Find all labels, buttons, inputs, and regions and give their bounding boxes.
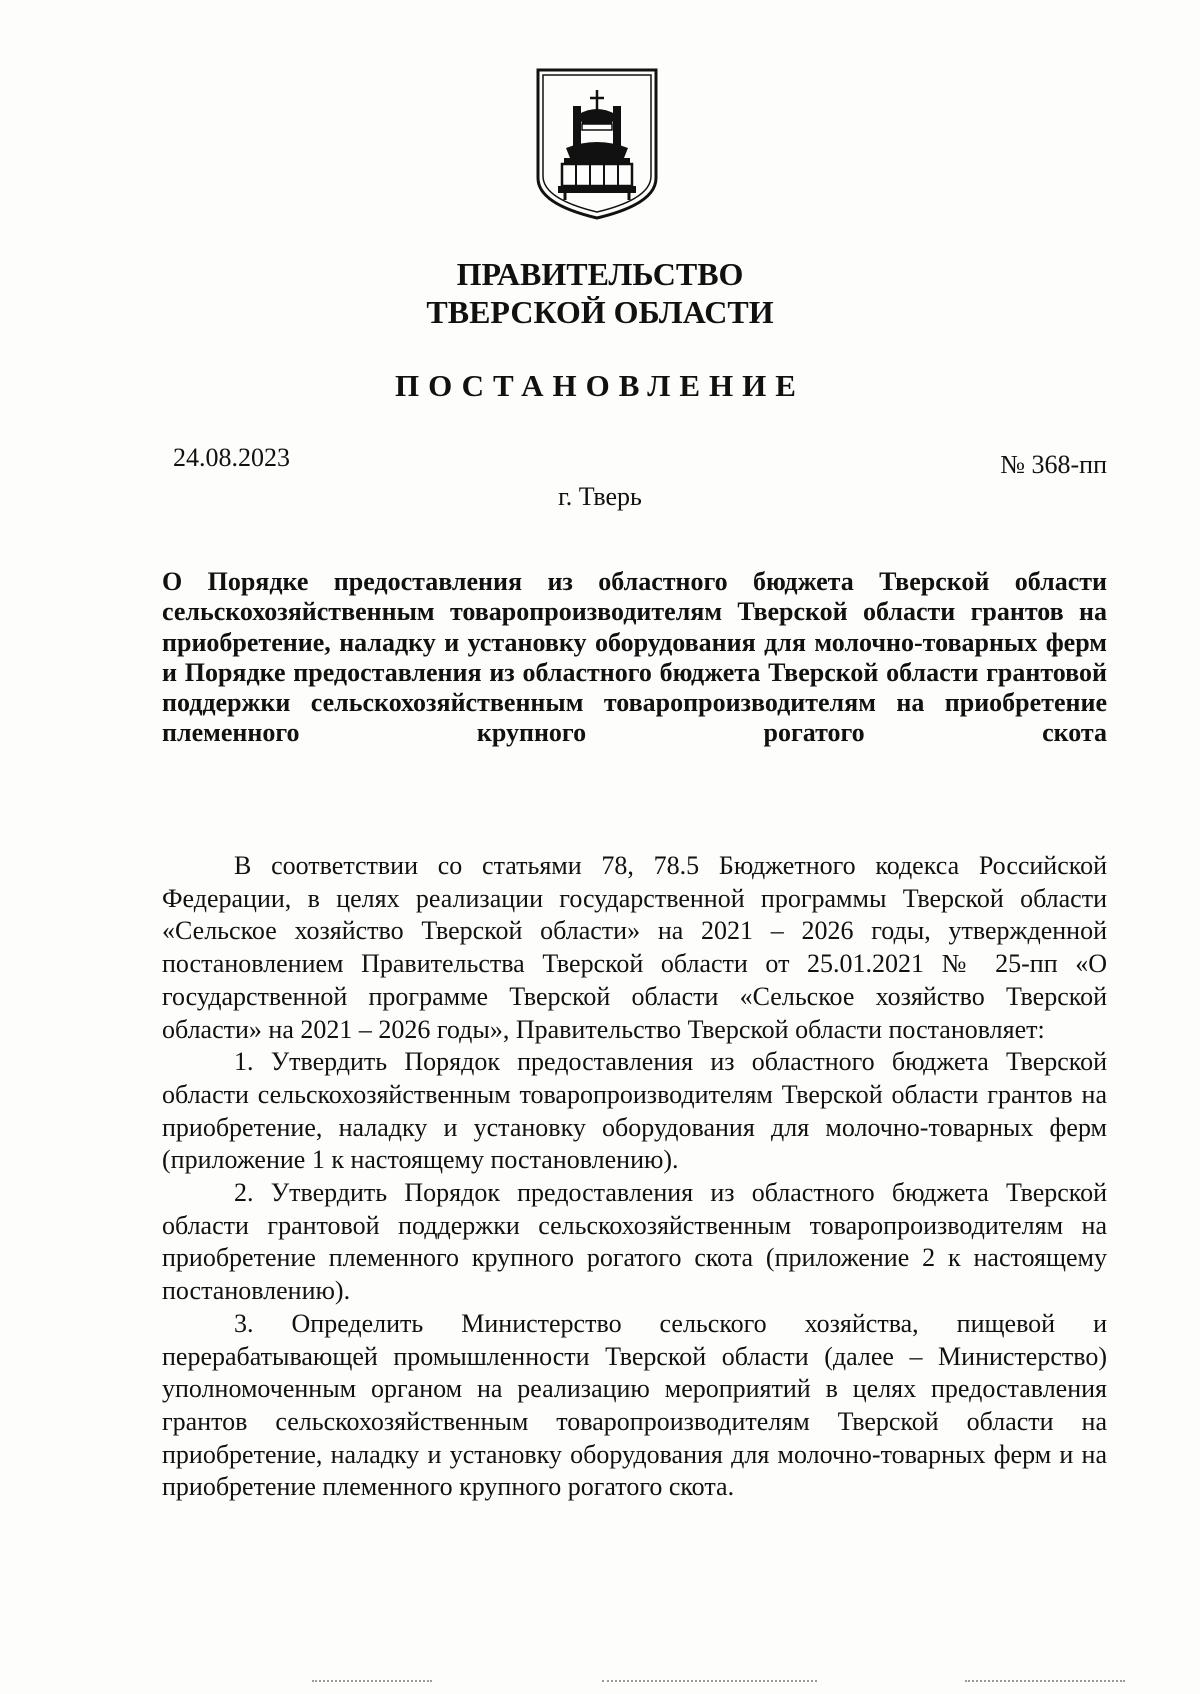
scan-artifact-dots-2 bbox=[602, 1680, 817, 1686]
document-number: № 368-пп bbox=[1000, 450, 1107, 479]
list-item-3: 3. Определить Министерство сельского хозяйства, пищевой и перерабатывающей промышленности Тверской области (далее – Министерство) уполномоченным органом на реализацию мероприятий в целях предоставления грантов сельскохозяйственным товаропроизводителям Тверской области на приобретение, наладку и установку оборудования для молочно-товарных ферм и на приобретение племенного крупного рогатого скота. bbox=[162, 1308, 1107, 1502]
document-type-heading: ПОСТАНОВЛЕНИЕ bbox=[395, 368, 805, 403]
preamble-paragraph: В соответствии со статьями 78, 78.5 Бюджетного кодекса Российской Федерации, в целях реализации государственной программы Тверской области «Сельское хозяйство Тверской области» на 2021 – 2026 годы, утвержденной постановлением Правительства Тверской области от 25.01.2021 № 25-пп «О государственной программе Тверской области «Сельское хозяйство Тверской области» на 2021 – 2026 годы», Правительство Тверской области постановляет: bbox=[162, 851, 1107, 1044]
organization-name-line2: ТВЕРСКОЙ ОБЛАСТИ bbox=[426, 294, 774, 330]
organization-name-line1: ПРАВИТЕЛЬСТВО bbox=[456, 256, 744, 292]
document-body bbox=[162, 850, 1107, 1504]
document-city: г. Тверь bbox=[558, 482, 642, 511]
scan-artifact-dots-1 bbox=[312, 1680, 432, 1686]
document-date: 24.08.2023 bbox=[173, 443, 290, 472]
document-title: О Порядке предоставления из областного бюджета Тверской области сельскохозяйственным товаропроизводителям Тверской области грантов на приобретение, наладку и установку оборудования для молочно-товарных ферм и Порядке предоставления из областного бюджета Тверской области грантовой поддержки сельскохозяйственным товаропроизводителям на приобретение племенного крупного рогатого скота bbox=[162, 567, 1107, 748]
list-item-1: 1. Утвердить Порядок предоставления из областного бюджета Тверской области сельскохозяйственным товаропроизводителям Тверской области грантов на приобретение, наладку и установку оборудования для молочно-товарных ферм (приложение 1 к настоящему постановлению). bbox=[162, 1047, 1107, 1175]
tver-coat-of-arms-icon bbox=[532, 66, 662, 226]
list-item-2: 2. Утвердить Порядок предоставления из областного бюджета Тверской области грантовой поддержки сельскохозяйственным товаропроизводителям на приобретение племенного крупного рогатого скота (приложение 2 к настоящему постановлению). bbox=[162, 1178, 1107, 1306]
scan-artifact-dots-3 bbox=[965, 1680, 1125, 1686]
